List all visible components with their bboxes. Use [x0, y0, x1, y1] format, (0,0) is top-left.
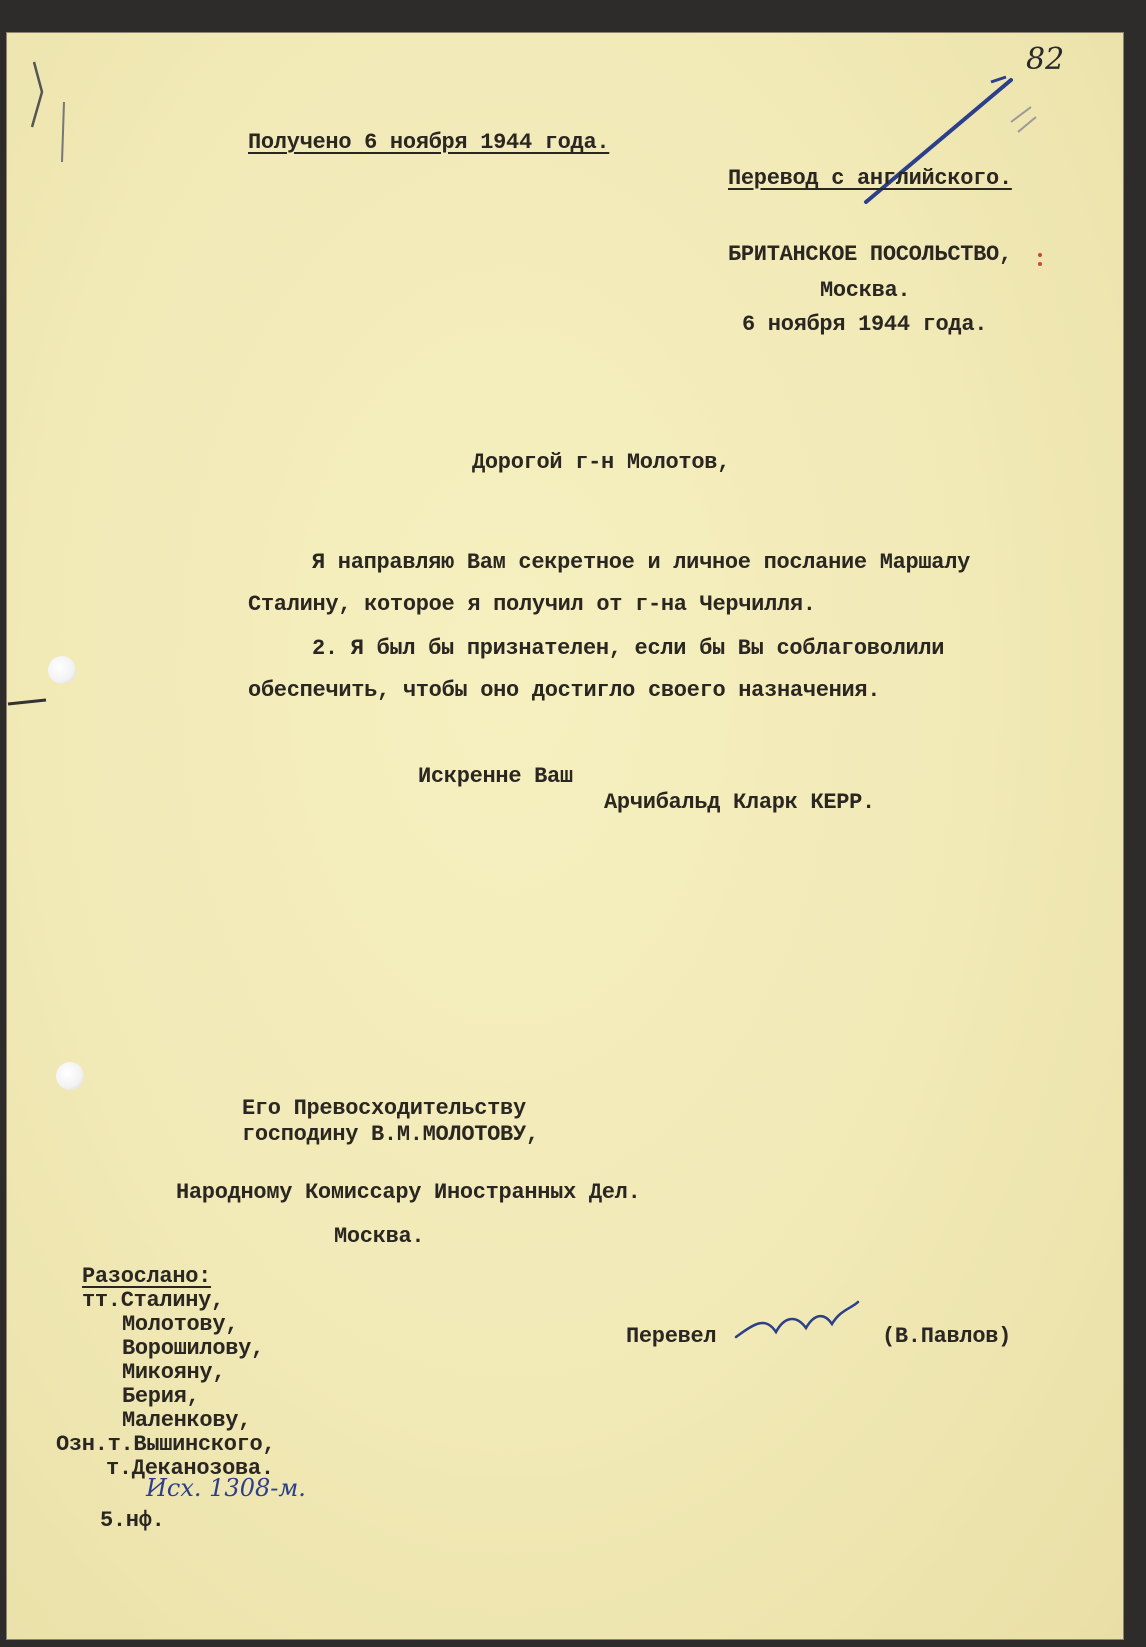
paragraph-1-line-1: Я направляю Вам секретное и личное послание Маршалу	[312, 550, 971, 575]
paragraph-1-line-2: Сталину, которое я получил от г-на Черчилля.	[248, 592, 816, 617]
salutation: Дорогой г-н Молотов,	[472, 450, 731, 475]
translator-label: Перевел	[626, 1324, 717, 1349]
distribution-item: Ворошилову,	[122, 1336, 264, 1361]
paragraph-2-line-1: 2. Я был бы признателен, если бы Вы соблаговолили	[312, 636, 945, 661]
document-page	[6, 32, 1124, 1640]
sender-city: Москва.	[820, 278, 911, 303]
translator-name: (В.Павлов)	[882, 1324, 1012, 1349]
distribution-item: т.Деканозова.	[106, 1456, 274, 1481]
page-number: 82	[1026, 42, 1065, 77]
addressee-line-2: господину В.М.МОЛОТОВУ,	[242, 1122, 539, 1147]
sender-date: 6 ноября 1944 года.	[742, 312, 988, 337]
distribution-item: Маленкову,	[122, 1408, 252, 1433]
distribution-item: Берия,	[122, 1384, 200, 1409]
sender-embassy: БРИТАНСКОЕ ПОСОЛЬСТВО,	[728, 242, 1012, 267]
distribution-item: тт.Сталину,	[82, 1288, 224, 1313]
closing: Искренне Ваш	[418, 764, 573, 789]
translation-note: Перевод с английского.	[728, 166, 1012, 191]
addressee-line-4: Москва.	[334, 1224, 425, 1249]
addressee-line-1: Его Превосходительству	[242, 1096, 526, 1121]
distribution-title: Разослано:	[82, 1264, 212, 1289]
received-date: Получено 6 ноября 1944 года.	[248, 130, 610, 155]
signature: Арчибальд Кларк КЕРР.	[604, 790, 875, 815]
distribution-item: Молотову,	[122, 1312, 239, 1337]
paragraph-2-line-2: обеспечить, чтобы оно достигло своего назначения.	[248, 678, 881, 703]
addressee-line-3: Народному Комиссару Иностранных Дел.	[176, 1180, 641, 1205]
distribution-item: Озн.т.Вышинского,	[56, 1432, 276, 1457]
outgoing-reference: Исх. 1308-м.	[146, 1474, 306, 1502]
distribution-item: Микояну,	[122, 1360, 226, 1385]
copies-note: 5.нф.	[100, 1508, 165, 1533]
